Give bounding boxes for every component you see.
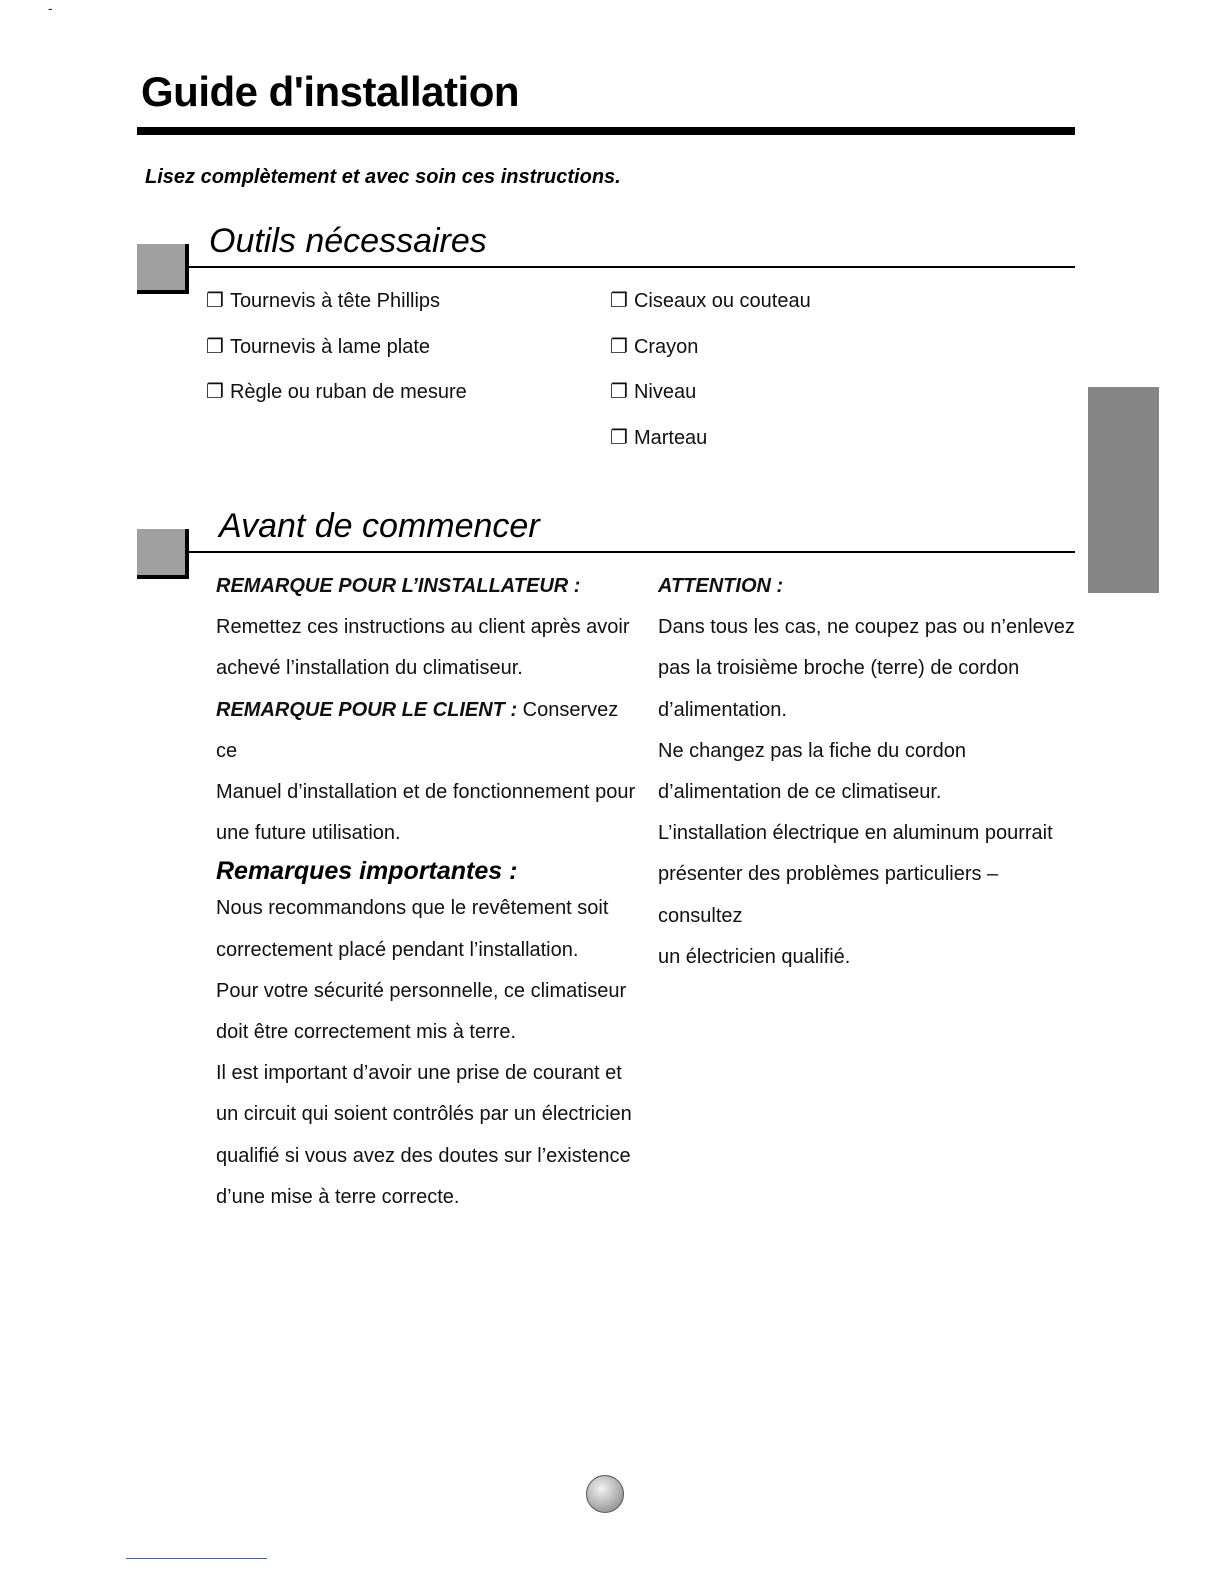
right-column [658, 566, 1078, 978]
section-title-tools: Outils nécessaires [209, 222, 487, 260]
important-line: d’une mise à terre correcte. [216, 1185, 460, 1208]
attention-line: Dans tous les cas, ne coupez pas ou n’enlevez [658, 616, 1075, 639]
checkbox-icon: ❐ [610, 381, 628, 403]
client-note-text: Conservez ce [216, 698, 619, 762]
important-line: Il est important d’avoir une prise de courant et [216, 1062, 622, 1085]
attention-line: L’installation électrique en aluminum pourrait [658, 822, 1053, 845]
tool-item: ❐ Ciseaux ou couteau [610, 290, 811, 312]
important-line: Pour votre sécurité personnelle, ce climatiseur [216, 979, 627, 1002]
attention-line: un électricien qualifié. [658, 945, 851, 968]
checkbox-icon: ❐ [206, 290, 224, 312]
footer-rule [126, 1558, 267, 1559]
important-line: doit être correctement mis à terre. [216, 1021, 517, 1044]
important-line: correctement placé pendant l’installation. [216, 938, 579, 961]
installer-note-line: Remettez ces instructions au client après avoir [216, 616, 630, 639]
section-title-before: Avant de commencer [219, 507, 540, 545]
important-line: Nous recommandons que le revêtement soit [216, 897, 609, 920]
checkbox-icon: ❐ [206, 381, 224, 403]
client-note-label: REMARQUE POUR LE CLIENT : [216, 698, 518, 721]
page-indicator-icon [586, 1475, 624, 1513]
attention-label: ATTENTION : [658, 575, 784, 597]
tool-item: ❐ Tournevis à tête Phillips [206, 290, 441, 312]
client-note-line: Manuel d’installation et de fonctionnement pour [216, 781, 636, 804]
section-marker-tools [137, 244, 189, 294]
attention-line: pas la troisième broche (terre) de cordon [658, 657, 1020, 680]
tool-item: ❐ Tournevis à lame plate [206, 336, 431, 358]
attention-line: Ne changez pas la fiche du cordon [658, 739, 966, 762]
tool-item: ❐ Marteau [610, 427, 708, 449]
lead-instruction: Lisez complètement et avec soin ces instructions. [145, 166, 621, 188]
client-note-line: une future utilisation. [216, 822, 401, 845]
important-line: un circuit qui soient contrôlés par un électricien [216, 1103, 632, 1126]
attention-line: d’alimentation de ce climatiseur. [658, 781, 942, 804]
section-rule-tools [185, 266, 1075, 268]
section-marker-before [137, 529, 189, 579]
checkbox-icon: ❐ [610, 336, 628, 358]
checkbox-icon: ❐ [610, 427, 628, 449]
important-notes-heading: Remarques importantes : [216, 857, 518, 886]
tool-item: ❐ Règle ou ruban de mesure [206, 381, 467, 403]
tool-item: ❐ Niveau [610, 381, 697, 403]
page-title: Guide d'installation [141, 68, 520, 115]
checkbox-icon: ❐ [610, 290, 628, 312]
client-note [216, 690, 636, 772]
tool-item: ❐ Crayon [610, 336, 699, 358]
section-rule-before [185, 551, 1075, 553]
title-divider [137, 127, 1075, 135]
corner-mark: - [48, 0, 53, 16]
attention-line: présenter des problèmes particuliers – consultez [658, 863, 999, 927]
installer-note-label: REMARQUE POUR L’INSTALLATEUR : [216, 575, 581, 597]
checkbox-icon: ❐ [206, 336, 224, 358]
left-column [216, 566, 636, 1218]
side-tab [1088, 387, 1159, 593]
installer-note-line: achevé l’installation du climatiseur. [216, 657, 523, 680]
important-line: qualifié si vous avez des doutes sur l’existence [216, 1144, 631, 1167]
attention-line: d’alimentation. [658, 698, 787, 721]
